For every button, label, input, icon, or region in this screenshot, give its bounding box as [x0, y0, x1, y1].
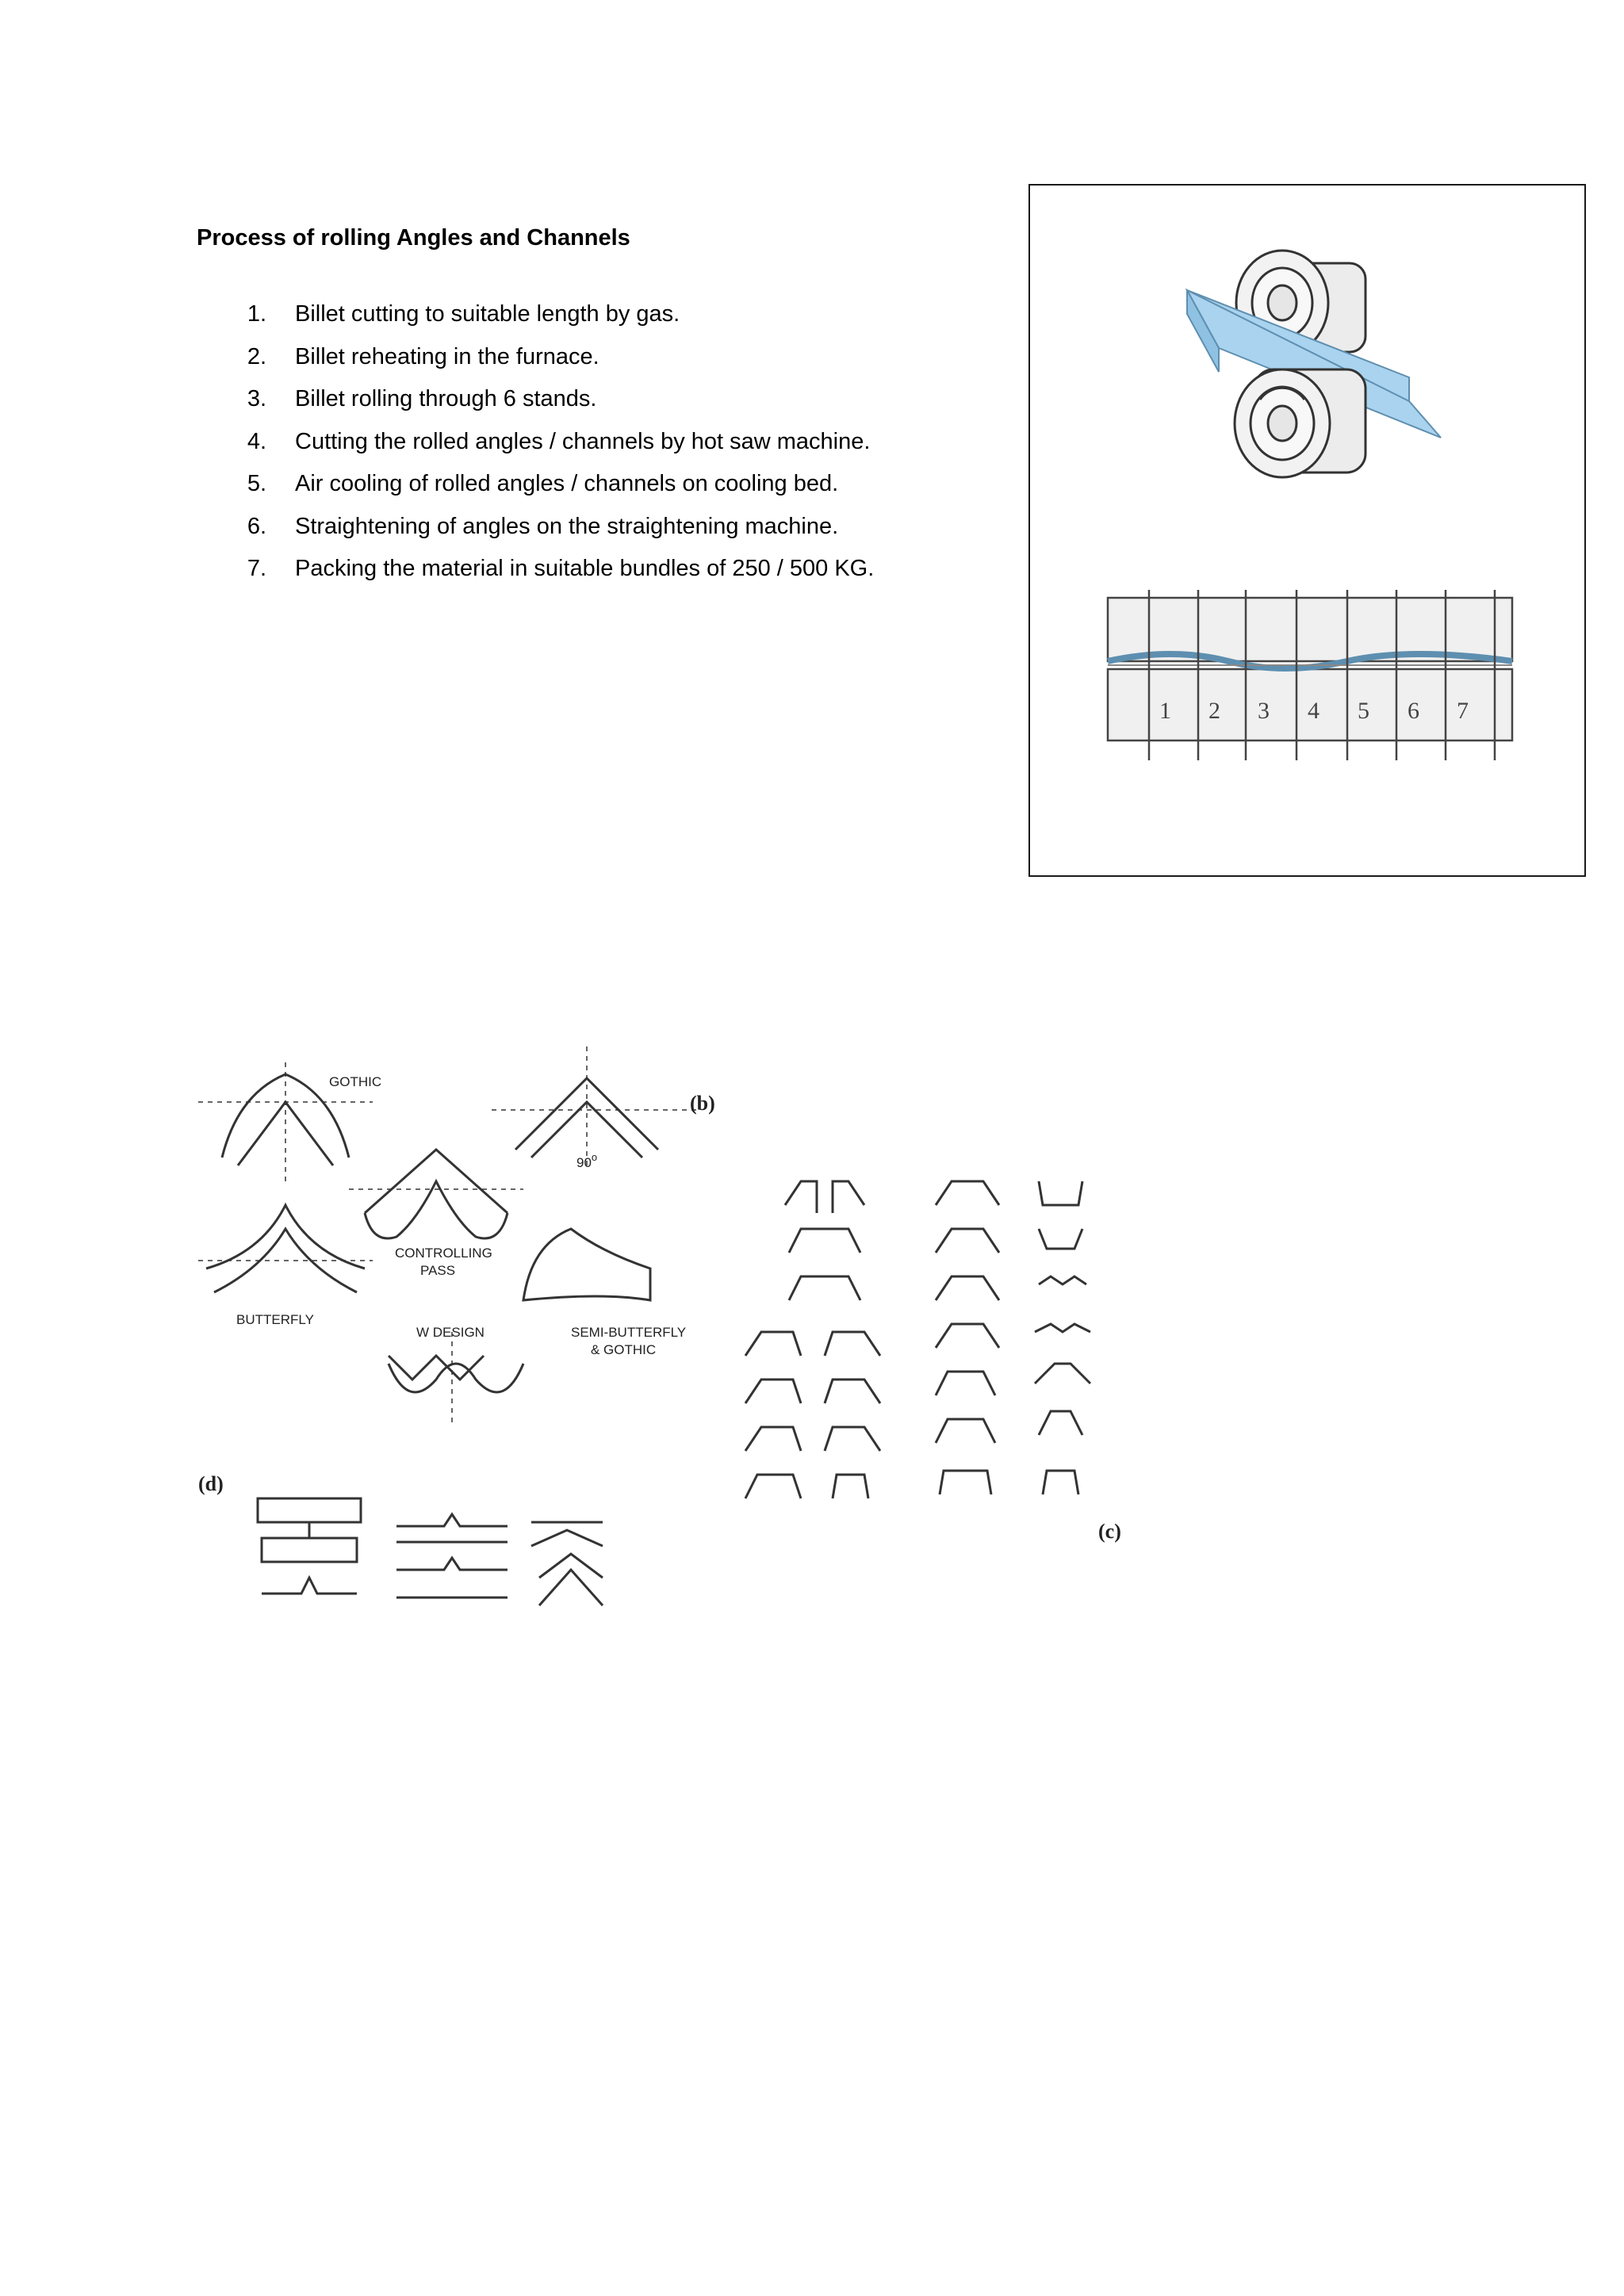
semi-butterfly-label-line1: SEMI-BUTTERFLY	[571, 1325, 687, 1340]
step-text: Straightening of angles on the straightening machine.	[295, 513, 839, 539]
semi-butterfly-pass-shape	[523, 1229, 650, 1300]
step-text: Cutting the rolled angles / channels by hot saw machine.	[295, 428, 871, 454]
semi-butterfly-label-line2: & GOTHIC	[591, 1342, 657, 1357]
process-step	[230, 421, 874, 464]
step-text: Billet cutting to suitable length by gas.	[295, 301, 680, 327]
process-step	[230, 463, 874, 506]
step-number: 7.	[247, 556, 266, 581]
lower-roll-illustration	[1235, 369, 1365, 477]
roll-stand-number: 3	[1258, 698, 1270, 724]
step-number: 2.	[247, 343, 266, 369]
step-number: 6.	[247, 513, 266, 539]
process-step	[230, 336, 874, 379]
process-step	[230, 293, 874, 336]
w-design-pass-shape	[389, 1364, 523, 1392]
pass-design-figure	[190, 1031, 1142, 1649]
gothic-label: GOTHIC	[329, 1074, 382, 1089]
angle-value: 90	[576, 1155, 592, 1170]
roll-stands-illustration	[1108, 590, 1512, 760]
w-design-inner-shape	[389, 1356, 484, 1380]
controlling-pass-label-line2: PASS	[420, 1263, 456, 1278]
roll-stand-number: 7	[1457, 698, 1469, 724]
figure-d-label: (d)	[198, 1472, 224, 1495]
process-step	[230, 506, 874, 549]
butterfly-pass-shape	[206, 1205, 365, 1269]
step-number: 4.	[247, 428, 266, 454]
degree-mark: o	[591, 1151, 598, 1163]
roll-stand-number: 1	[1159, 698, 1171, 724]
step-text: Air cooling of rolled angles / channels on cooling bed.	[295, 471, 839, 496]
page-title: Process of rolling Angles and Channels	[197, 225, 630, 251]
controlling-pass-label-line1: CONTROLLING	[395, 1246, 492, 1261]
rolling-illustration	[1030, 186, 1588, 878]
w-design-label: W DESIGN	[416, 1325, 485, 1340]
roll-stand-number: 5	[1358, 698, 1369, 724]
roll-stand-number: 4	[1308, 698, 1320, 724]
channel-pass-sequence	[745, 1181, 1090, 1498]
rolling-figure-box	[1028, 184, 1586, 877]
butterfly-label: BUTTERFLY	[236, 1312, 314, 1327]
step-number: 5.	[247, 471, 266, 496]
process-step	[230, 378, 874, 421]
figure-b-label: (b)	[690, 1092, 715, 1115]
roll-stand-number: 6	[1408, 698, 1419, 724]
process-step	[230, 548, 874, 591]
process-steps-list	[230, 293, 874, 591]
step-text: Billet reheating in the furnace.	[295, 343, 599, 369]
step-text: Billet rolling through 6 stands.	[295, 386, 597, 411]
step-number: 3.	[247, 386, 266, 411]
step-text: Packing the material in suitable bundles of 250 / 500 KG.	[295, 556, 875, 581]
roll-stand-number: 2	[1208, 698, 1220, 724]
pass-labels	[198, 1074, 1121, 1543]
step-number: 1.	[247, 301, 266, 327]
controlling-pass-outer-shape	[365, 1181, 508, 1238]
figure-c-label: (c)	[1098, 1520, 1121, 1543]
